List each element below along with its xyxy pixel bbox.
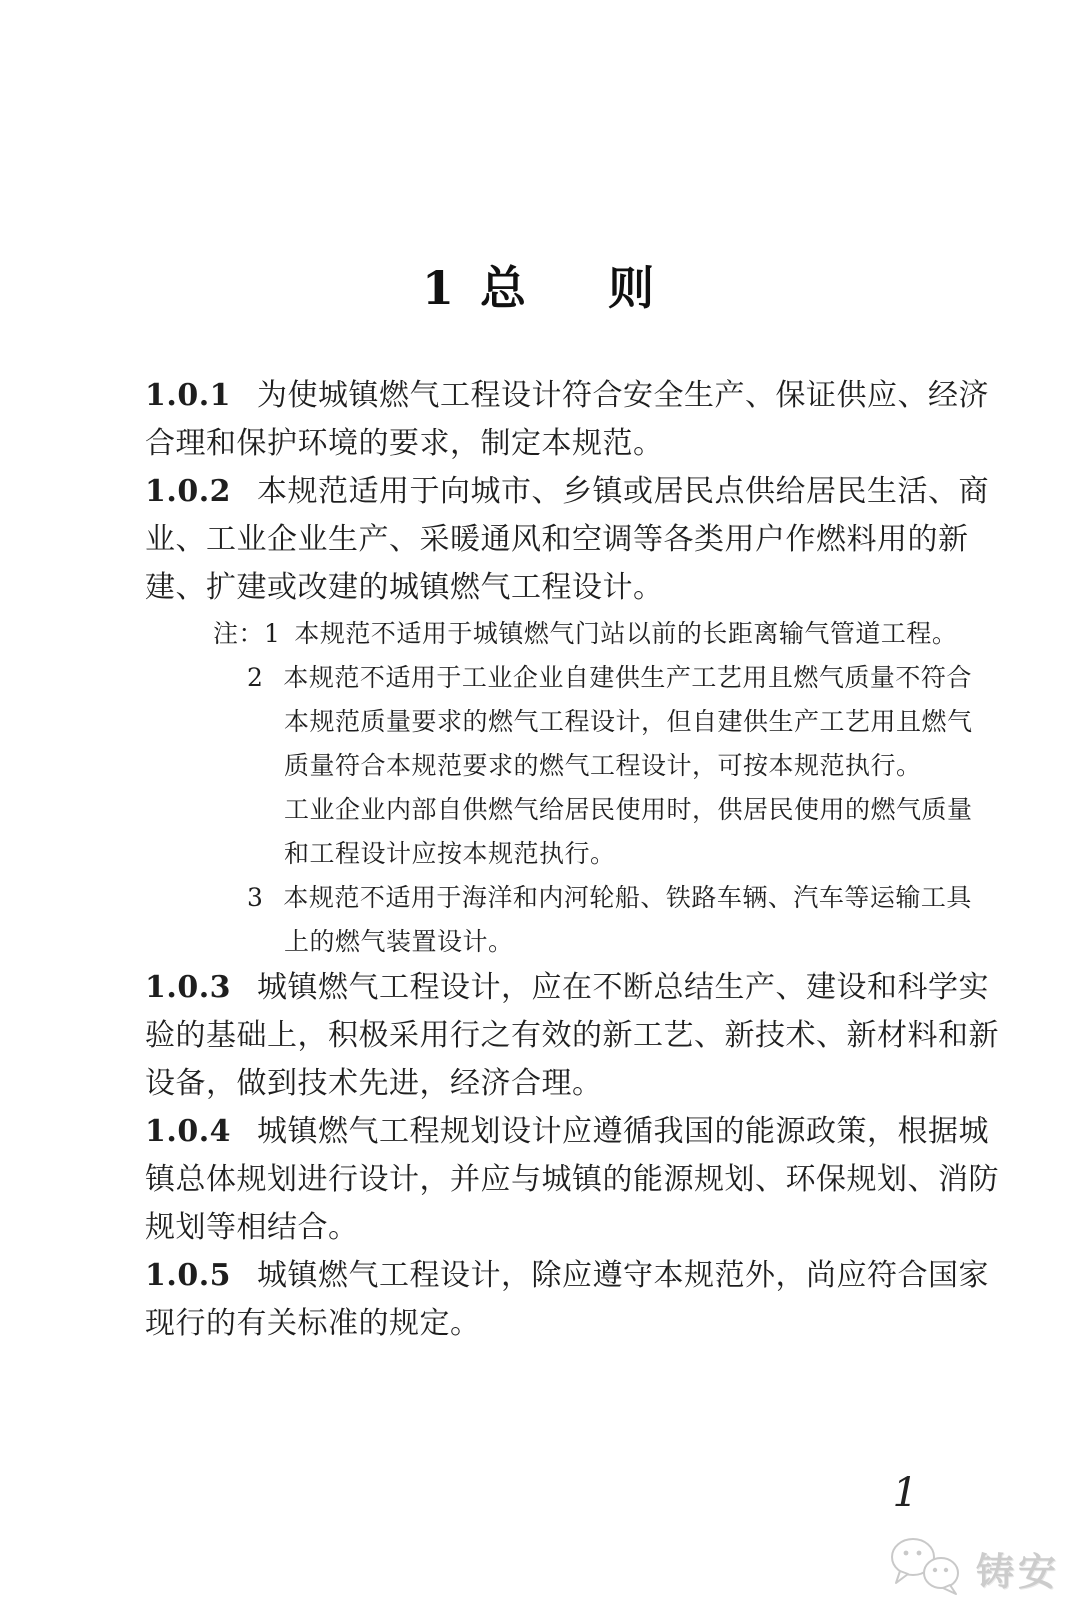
text-line	[145, 920, 957, 964]
line-text: 建、扩建或改建的城镇燃气工程设计。	[145, 570, 664, 605]
text-line	[145, 564, 957, 612]
text-line	[145, 744, 957, 788]
wechat-icon	[888, 1535, 966, 1601]
line-text: 和工程设计应按本规范执行。	[284, 839, 616, 868]
text-line-numbered	[145, 1252, 990, 1300]
text-line-numbered	[145, 876, 972, 920]
line-text: 镇总体规划进行设计，并应与城镇的能源规划、环保规划、消防	[145, 1162, 999, 1197]
line-text: 城镇燃气工程设计，应在不断总结生产、建设和科学实	[257, 970, 990, 1005]
watermark	[888, 1535, 1060, 1601]
line-text: 质量符合本规范要求的燃气工程设计，可按本规范执行。	[284, 751, 922, 780]
text-line	[145, 1300, 957, 1348]
line-text: 合理和保护环境的要求，制定本规范。	[145, 426, 664, 461]
line-text: 本规范质量要求的燃气工程设计，但自建供生产工艺用且燃气	[284, 707, 973, 736]
clause-number: 1.0.3	[145, 970, 232, 1005]
text-line	[145, 788, 973, 832]
text-line-numbered	[145, 1108, 990, 1156]
line-text: 城镇燃气工程设计，除应遵守本规范外，尚应符合国家	[257, 1258, 990, 1293]
text-line	[145, 700, 973, 744]
text-line	[145, 832, 957, 876]
text-line-numbered	[145, 468, 990, 516]
line-text: 设备，做到技术先进，经济合理。	[145, 1066, 603, 1101]
line-text: 本规范适用于向城市、乡镇或居民点供给居民生活、商	[257, 474, 990, 509]
line-text: 本规范不适用于工业企业自建供生产工艺用且燃气质量不符合	[283, 663, 972, 692]
text-line-numbered	[145, 964, 990, 1012]
line-text: 工业企业内部自供燃气给居民使用时，供居民使用的燃气质量	[284, 795, 973, 824]
text-line-numbered	[145, 612, 957, 656]
text-line-numbered	[145, 656, 972, 700]
text-line	[145, 1204, 957, 1252]
line-text: 为使城镇燃气工程设计符合安全生产、保证供应、经济	[257, 378, 990, 413]
watermark-label: 铸安	[975, 1548, 1060, 1594]
line-text: 业、工业企业生产、采暖通风和空调等各类用户作燃料用的新	[145, 522, 969, 557]
text-line-numbered	[145, 372, 990, 420]
text-line	[145, 1060, 957, 1108]
chapter-title-word-1: 总	[480, 261, 526, 315]
clause-number: 1.0.1	[145, 378, 232, 413]
note-number: 3	[247, 883, 264, 912]
line-text: 现行的有关标准的规定。	[145, 1306, 481, 1341]
line-text: 本规范不适用于城镇燃气门站以前的长距离输气管道工程。	[294, 619, 958, 648]
line-text: 本规范不适用于海洋和内河轮船、铁路车辆、汽车等运输工具	[283, 883, 972, 912]
text-line	[145, 1156, 999, 1204]
line-text: 上的燃气装置设计。	[284, 927, 514, 956]
text-line	[145, 516, 969, 564]
line-text: 验的基础上，积极采用行之有效的新工艺、新技术、新材料和新	[145, 1018, 999, 1053]
note-number: 注：1	[213, 619, 281, 648]
clause-number: 1.0.2	[145, 474, 232, 509]
text-line	[145, 1012, 999, 1060]
chapter-number: 1	[421, 261, 454, 315]
clause-number: 1.0.4	[145, 1114, 232, 1149]
document-body	[145, 372, 999, 1348]
line-text: 规划等相结合。	[145, 1210, 359, 1245]
page-number: 1	[892, 1470, 918, 1516]
note-number: 2	[247, 663, 264, 692]
line-text: 城镇燃气工程规划设计应遵循我国的能源政策，根据城	[257, 1114, 990, 1149]
clause-number: 1.0.5	[145, 1258, 232, 1293]
chapter-title	[0, 252, 1076, 318]
chapter-title-word-2: 则	[608, 261, 654, 315]
text-line	[145, 420, 957, 468]
